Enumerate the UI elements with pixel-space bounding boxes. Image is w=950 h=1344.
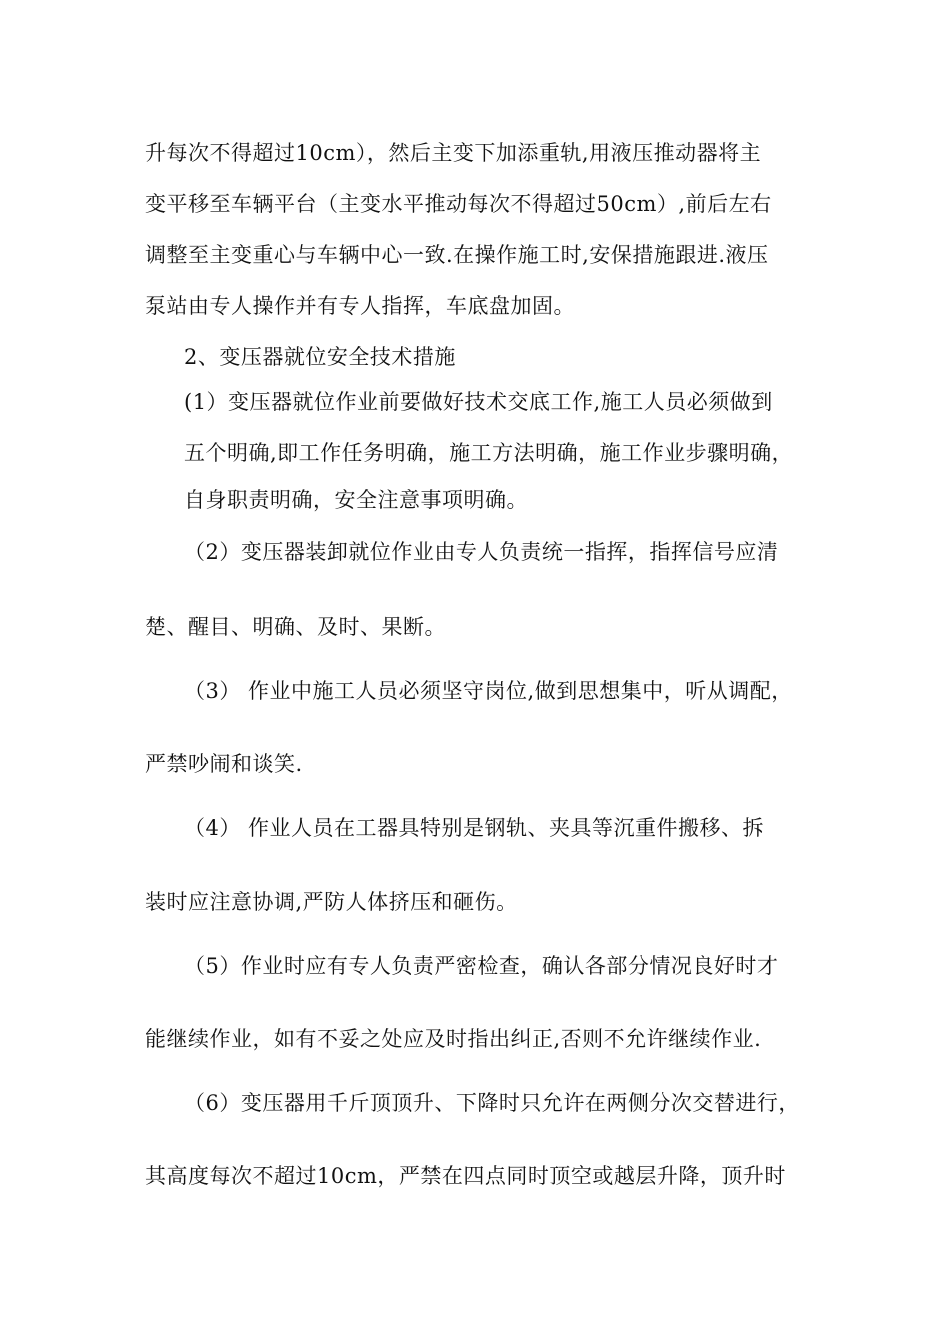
paragraph-line: 其高度每次不超过10cm，严禁在四点同时顶空或越层升降，顶升时 (145, 1164, 786, 1188)
paragraph-line: 自身职责明确，安全注意事项明确。 (184, 488, 528, 512)
section-heading: 2、变压器就位安全技术措施 (184, 345, 456, 369)
paragraph-line: 升每次不得超过10cm），然后主变下加添重轨,用液压推动器将主 (145, 141, 762, 165)
paragraph-line: 变平移至车辆平台（主变水平推动每次不得超过50cm）,前后左右 (145, 192, 772, 216)
paragraph-line: 严禁吵闹和谈笑. (145, 752, 303, 776)
paragraph-line: （3） 作业中施工人员必须坚守岗位,做到思想集中，听从调配， (184, 679, 793, 703)
paragraph-line: 楚、醒目、明确、及时、果断。 (145, 615, 446, 639)
paragraph-line: 装时应注意协调,严防人体挤压和砸伤。 (145, 890, 518, 914)
paragraph-line: （6）变压器用千斤顶顶升、下降时只允许在两侧分次交替进行， (184, 1091, 800, 1115)
paragraph-line: 五个明确,即工作任务明确，施工方法明确，施工作业步骤明确， (184, 441, 794, 465)
paragraph-line: （5）作业时应有专人负责严密检查，确认各部分情况良好时才 (184, 954, 779, 978)
paragraph-line: 调整至主变重心与车辆中心一致.在操作施工时,安保措施跟进.液压 (145, 243, 769, 267)
paragraph-line: (1）变压器就位作业前要做好技术交底工作,施工人员必须做到 (184, 390, 773, 414)
paragraph-line: （4） 作业人员在工器具特别是钢轨、夹具等沉重件搬移、拆 (184, 816, 765, 840)
paragraph-line: （2）变压器装卸就位作业由专人负责统一指挥，指挥信号应清 (184, 540, 779, 564)
paragraph-line: 能继续作业，如有不妥之处应及时指出纠正,否则不允许继续作业. (145, 1027, 762, 1051)
paragraph-line: 泵站由专人操作并有专人指挥，车底盘加固。 (145, 294, 575, 318)
